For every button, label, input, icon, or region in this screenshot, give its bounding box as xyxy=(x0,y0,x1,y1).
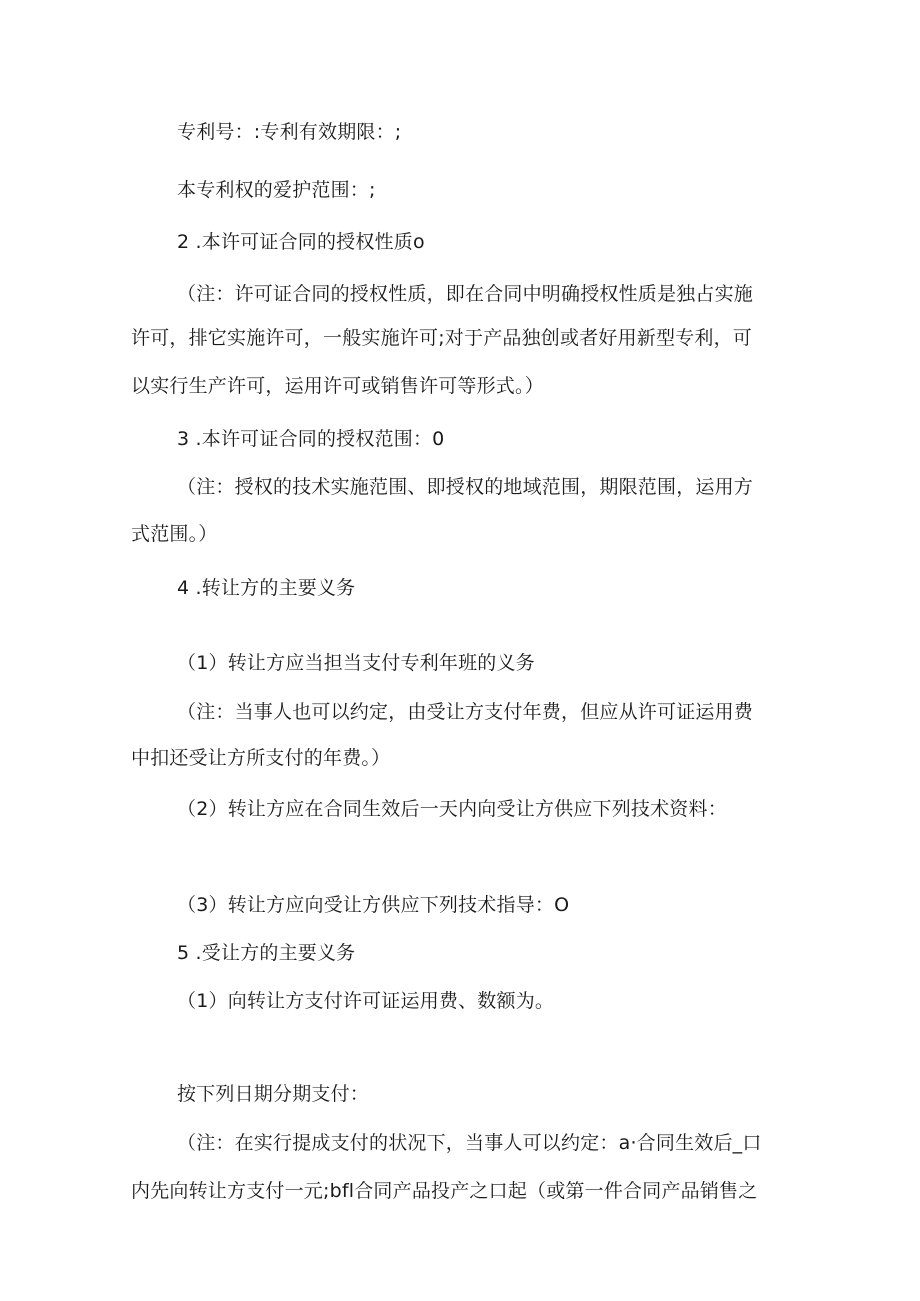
obligation-4-3: （3）转让方应向受让方供应下列技术指导：O xyxy=(177,894,570,916)
section-5-heading: 5 .受让方的主要义务 xyxy=(177,942,356,964)
obligation-4-2: （2）转让方应在合同生效后一天内向受让方供应下列技术资料： xyxy=(177,798,727,820)
protection-scope-line: 本专利权的爱护范围：; xyxy=(177,179,376,201)
patent-number-line: 专利号：:专利有效期限：; xyxy=(177,121,402,143)
note-annual-fee-2: 中扣还受让方所支付的年费。） xyxy=(131,747,391,769)
note-royalty-payment-1: （注：在实行提成支付的状况下，当事人可以约定：a·合同生效后_口 xyxy=(177,1132,762,1154)
note-authorization-scope-2: 式范围。） xyxy=(131,523,218,545)
section-3-heading: 3 .本许可证合同的授权范围：0 xyxy=(177,428,445,450)
note-authorization-nature-3: 以实行生产许可，运用许可或销售许可等形式。） xyxy=(131,375,544,397)
section-4-heading: 4 .转让方的主要义务 xyxy=(177,577,356,599)
note-annual-fee-1: （注：当事人也可以约定，由受让方支付年费，但应从许可证运用费 xyxy=(177,701,754,723)
obligation-5-1: （1）向转让方支付许可证运用费、数额为。 xyxy=(177,990,555,1012)
payment-schedule-line: 按下列日期分期支付： xyxy=(177,1083,370,1105)
section-2-heading: 2 .本许可证合同的授权性质o xyxy=(177,231,425,253)
note-royalty-payment-2: 内先向转让方支付一元;bfl合同产品投产之口起（或第一件合同产品销售之 xyxy=(131,1180,758,1202)
note-authorization-nature-1: （注：许可证合同的授权性质，即在合同中明确授权性质是独占实施 xyxy=(177,283,754,305)
obligation-4-1: （1）转让方应当担当支付专利年班的义务 xyxy=(177,652,535,674)
note-authorization-nature-2: 许可，排它实施许可，一般实施许可;对于产品独创或者好用新型专利，可 xyxy=(131,327,753,349)
note-authorization-scope-1: （注：授权的技术实施范围、即授权的地域范围，期限范围，运用方 xyxy=(177,476,754,498)
